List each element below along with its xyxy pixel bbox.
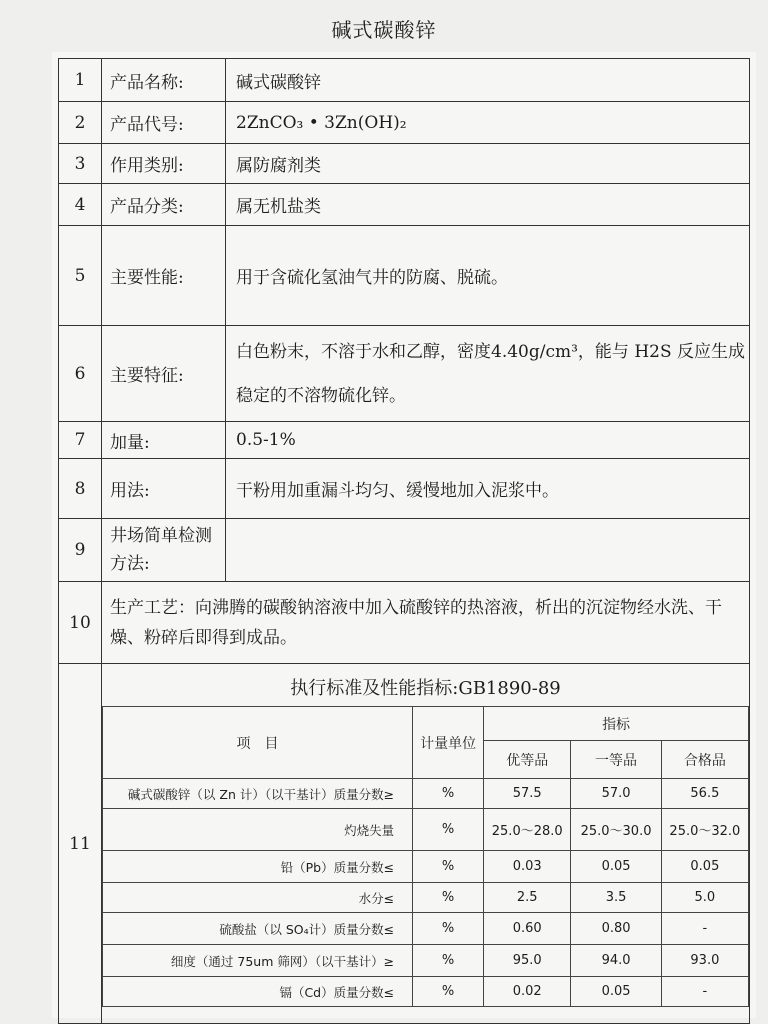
spec-item: 铅（Pb）质量分数≤ (103, 851, 413, 883)
row-label: 用法: (102, 459, 226, 519)
standard-title: 执行标准及性能指标:GB1890-89 (290, 678, 561, 699)
row-value: 2ZnCO₃ • 3Zn(OH)₂ (226, 102, 750, 144)
spec-value: 0.03 (484, 851, 571, 883)
spec-value: 57.0 (571, 779, 661, 809)
spec-value: - (661, 913, 748, 945)
row-number: 7 (59, 422, 102, 459)
document-title: 碱式碳酸锌 (331, 18, 437, 42)
spec-item: 细度（通过 75um 筛网）（以干基计）≥ (103, 945, 413, 977)
spec-row (103, 883, 749, 913)
spec-unit: % (413, 883, 484, 913)
spec-value: 3.5 (571, 883, 661, 913)
spec-unit: % (413, 977, 484, 1007)
row-number: 3 (59, 144, 102, 184)
spec-item: 灼烧失量 (103, 809, 413, 851)
row-number: 11 (59, 664, 102, 1024)
row-label: 产品名称: (102, 59, 226, 102)
row-label: 井场简单检测方法: (102, 519, 226, 582)
header-grade: 合格品 (661, 741, 748, 779)
spec-value: 2.5 (484, 883, 571, 913)
header-grade: 一等品 (571, 741, 661, 779)
header-grade: 优等品 (484, 741, 571, 779)
row-value: 属防腐剂类 (226, 144, 750, 184)
spec-value: 57.5 (484, 779, 571, 809)
row-value: 用于含硫化氢油气井的防腐、脱硫。 (226, 226, 750, 326)
product-info-table (58, 58, 750, 1024)
row-label: 产品分类: (102, 184, 226, 226)
spec-row (103, 977, 749, 1007)
spec-row (103, 945, 749, 977)
row-label: 加量: (102, 422, 226, 459)
row-number: 6 (59, 326, 102, 422)
spec-unit: % (413, 779, 484, 809)
spec-value: 25.0～28.0 (484, 809, 571, 851)
spec-row (103, 851, 749, 883)
row-value (226, 519, 750, 582)
table-row (59, 59, 750, 102)
table-row (59, 326, 750, 422)
spec-value: 25.0～30.0 (571, 809, 661, 851)
row-value: 属无机盐类 (226, 184, 750, 226)
spec-value: 95.0 (484, 945, 571, 977)
spec-value: 0.05 (571, 851, 661, 883)
spec-item: 硫酸盐（以 SO₄计）质量分数≤ (103, 913, 413, 945)
table-row (59, 664, 750, 1024)
row-label: 作用类别: (102, 144, 226, 184)
row-value: 碱式碳酸锌 (226, 59, 750, 102)
spec-value: 5.0 (661, 883, 748, 913)
header-item: 项 目 (103, 707, 413, 779)
table-row (59, 459, 750, 519)
spec-value: 0.02 (484, 977, 571, 1007)
header-unit: 计量单位 (413, 707, 484, 779)
row-number: 8 (59, 459, 102, 519)
spec-unit: % (413, 809, 484, 851)
row-label: 主要性能: (102, 226, 226, 326)
spec-unit: % (413, 913, 484, 945)
row-number: 4 (59, 184, 102, 226)
row-number: 5 (59, 226, 102, 326)
row-label: 产品代号: (102, 102, 226, 144)
table-row (59, 226, 750, 326)
production-process-text: 生产工艺：向沸腾的碳酸钠溶液中加入硫酸锌的热溶液，析出的沉淀物经水洗、干燥、粉碎后即得到成品。 (102, 582, 750, 664)
row-value: 0.5-1% (226, 422, 750, 459)
spec-item: 碱式碳酸锌（以 Zn 计）（以干基计）质量分数≥ (103, 779, 413, 809)
spec-table (102, 706, 749, 1007)
spec-value: - (661, 977, 748, 1007)
spec-value: 93.0 (661, 945, 748, 977)
row-value: 干粉用加重漏斗均匀、缓慢地加入泥浆中。 (226, 459, 750, 519)
table-row (59, 184, 750, 226)
spec-value: 0.05 (661, 851, 748, 883)
table-row (59, 144, 750, 184)
spec-value: 94.0 (571, 945, 661, 977)
spec-value: 0.05 (571, 977, 661, 1007)
spec-value: 56.5 (661, 779, 748, 809)
standard-section (102, 664, 750, 1024)
row-label: 主要特征: (102, 326, 226, 422)
spec-value: 0.80 (571, 913, 661, 945)
table-row (59, 519, 750, 582)
table-row (59, 102, 750, 144)
spec-row (103, 913, 749, 945)
table-row (59, 422, 750, 459)
spec-row (103, 809, 749, 851)
spec-value: 0.60 (484, 913, 571, 945)
table-row (59, 582, 750, 664)
spec-unit: % (413, 851, 484, 883)
row-number: 9 (59, 519, 102, 582)
row-value: 白色粉末，不溶于水和乙醇，密度4.40g/cm³，能与 H2S 反应生成稳定的不溶物硫化锌。 (226, 326, 750, 422)
spec-item: 镉（Cd）质量分数≤ (103, 977, 413, 1007)
row-number: 2 (59, 102, 102, 144)
spec-row (103, 779, 749, 809)
spec-header-row (103, 707, 749, 741)
header-indicator: 指标 (484, 707, 749, 741)
row-number: 10 (59, 582, 102, 664)
row-number: 1 (59, 59, 102, 102)
spec-value: 25.0～32.0 (661, 809, 748, 851)
spec-item: 水分≤ (103, 883, 413, 913)
spec-unit: % (413, 945, 484, 977)
